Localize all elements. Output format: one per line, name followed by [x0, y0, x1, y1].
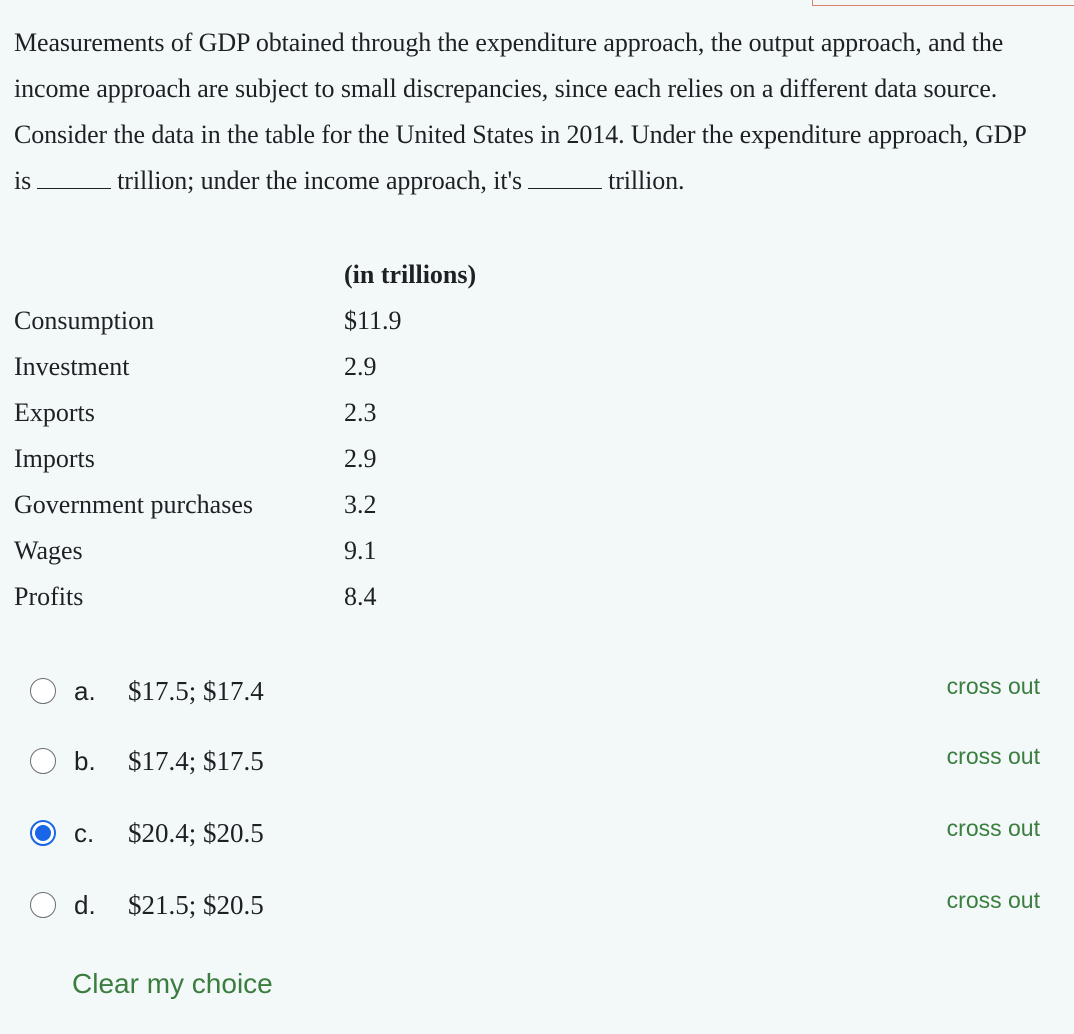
table-row-label: Consumption — [14, 306, 155, 335]
option-text[interactable]: $20.4; $20.5 — [128, 818, 264, 848]
option-letter: c. — [74, 818, 95, 848]
table-row — [14, 436, 544, 482]
table-row-value: 2.9 — [344, 352, 377, 381]
table-row-label: Imports — [14, 444, 95, 473]
table-row-label: Exports — [14, 398, 95, 427]
question-text — [14, 20, 1044, 204]
table-row-label: Investment — [14, 352, 130, 381]
radio-button-c[interactable] — [30, 820, 56, 846]
option-b[interactable] — [0, 726, 1074, 786]
question-part-2: trillion; under the income approach, it's — [117, 166, 523, 195]
answer-blank-2 — [528, 160, 602, 189]
table-row-value: $11.9 — [344, 306, 402, 335]
gdp-data-table — [14, 252, 544, 620]
table-header-label — [14, 252, 344, 298]
table-row-value: 2.9 — [344, 444, 377, 473]
radio-button-a[interactable] — [30, 678, 56, 704]
answer-blank-1 — [37, 160, 111, 189]
question-part-3: trillion. — [608, 166, 685, 195]
cross-out-link-b[interactable]: cross out — [946, 743, 1040, 769]
table-row-label: Wages — [14, 536, 83, 565]
table-header-unit: (in trillions) — [344, 260, 477, 289]
table-row — [14, 298, 544, 344]
table-row — [14, 574, 544, 620]
table-row-value: 3.2 — [344, 490, 377, 519]
option-text[interactable]: $21.5; $20.5 — [128, 890, 264, 920]
table-header-row — [14, 252, 544, 298]
option-letter: b. — [74, 746, 96, 776]
panel-border — [812, 0, 1074, 6]
question-part-1: Measurements of GDP obtained through the expenditure approach, the output approach, and the income approach are subject to small discrepancies, since each relies on a different data source. Consider the data in the table for the United States in 2014. Under the expenditure approach, GDP is — [14, 28, 1026, 195]
cross-out-link-a[interactable]: cross out — [946, 673, 1040, 699]
table-row — [14, 390, 544, 436]
table-row-value: 9.1 — [344, 536, 377, 565]
option-text[interactable]: $17.5; $17.4 — [128, 676, 264, 706]
option-a[interactable] — [0, 656, 1074, 716]
cross-out-link-c[interactable]: cross out — [946, 815, 1040, 841]
option-letter: d. — [74, 890, 96, 920]
table-row-value: 2.3 — [344, 398, 377, 427]
cross-out-link-d[interactable]: cross out — [946, 887, 1040, 913]
option-text[interactable]: $17.4; $17.5 — [128, 746, 264, 776]
option-letter: a. — [74, 676, 96, 706]
table-row — [14, 344, 544, 390]
table-row-label: Profits — [14, 582, 84, 611]
table-row-label: Government purchases — [14, 490, 253, 519]
table-row-value: 8.4 — [344, 582, 377, 611]
table-row — [14, 528, 544, 574]
option-d[interactable] — [0, 870, 1074, 930]
table-row — [14, 482, 544, 528]
clear-choice-link[interactable]: Clear my choice — [72, 968, 273, 999]
radio-button-b[interactable] — [30, 748, 56, 774]
radio-button-d[interactable] — [30, 892, 56, 918]
option-c[interactable] — [0, 798, 1074, 858]
